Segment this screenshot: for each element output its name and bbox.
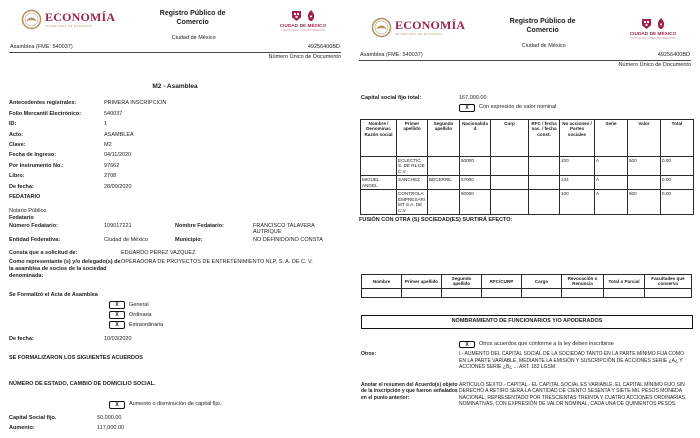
field-row <box>9 150 341 160</box>
table-cell <box>491 176 529 190</box>
table-cell: 67000 <box>460 176 491 190</box>
nombre-fedatario-value: FRANCISCO TALAVERA AUTRIQUE <box>253 222 315 236</box>
acuerdos-heading: SE FORMALIZARON LOS SIGUIENTES ACUERDOS <box>9 355 143 362</box>
document-ref: Asamblea (FME: 540037) <box>360 52 423 59</box>
field-value: 28/09/2020 <box>104 183 132 190</box>
numero-fedatario-label: Número Fedatario: <box>9 222 58 229</box>
column-header: Total <box>661 119 694 156</box>
checkbox-checked: X <box>109 401 125 409</box>
otros-label: Otros: <box>361 351 376 358</box>
column-header: Nombre / Denominac Razón social <box>361 119 397 156</box>
table-cell: A <box>595 190 628 215</box>
anotar-row <box>359 382 691 408</box>
table-cell: 134 <box>560 176 595 190</box>
table-cell: 50000 <box>460 156 491 176</box>
entidad-row <box>9 237 341 244</box>
field-row <box>9 171 341 181</box>
page-2 <box>350 0 700 438</box>
notary-type: Notario Público <box>9 208 47 215</box>
field-row <box>9 119 341 129</box>
fedatario-heading: FEDATARIO <box>9 194 41 201</box>
shareholders-table <box>360 119 691 216</box>
field-label: Por Instrumento No.: <box>9 162 64 169</box>
table-cell <box>529 190 560 215</box>
field-value: 97662 <box>104 162 120 169</box>
capital-total-row <box>359 95 691 102</box>
column-header: No acciones / Partes sociales <box>560 119 595 156</box>
registry-subtitle: Ciudad de México <box>171 34 216 41</box>
cdmx-sub-text: CAPITAL DE LA TRANSFORMACIÓN <box>281 28 325 32</box>
column-header: Cargo <box>522 274 562 288</box>
table-cell <box>628 176 661 190</box>
table-cell <box>491 156 529 176</box>
table-cell <box>529 156 560 176</box>
document-number: 49256400BD <box>307 44 340 51</box>
field-label: Clave: <box>9 142 26 148</box>
field-value: ASAMBLEA <box>104 131 134 138</box>
registry-fields <box>9 98 341 192</box>
data-table <box>360 119 694 216</box>
checkbox-checked: X <box>459 104 475 112</box>
table-cell: 0.00 <box>661 156 694 176</box>
table-cell: 0.00 <box>661 176 694 190</box>
checkbox-checked: X <box>109 301 125 309</box>
table-cell <box>361 156 397 176</box>
officers-table <box>361 274 691 298</box>
table-cell <box>645 288 692 297</box>
document-number-label: Número Único de Documento <box>268 54 341 61</box>
table-cell <box>442 288 482 297</box>
column-header: Primer apellido <box>397 119 428 156</box>
representante-value: OPERADORA DE PROYECTOS DE ENTRETENIMIENTO NLP, S. A. DE C. V. <box>121 259 313 266</box>
table-cell <box>529 176 560 190</box>
economia-wordmark <box>395 19 465 36</box>
table-cell <box>522 288 562 297</box>
column-header: Total o Parcial <box>604 274 645 288</box>
table-cell: 100 <box>560 156 595 176</box>
table-cell <box>361 190 397 215</box>
field-value: 04/11/2020 <box>104 152 132 159</box>
economia-seal-icon <box>371 17 392 38</box>
field-row <box>9 182 341 192</box>
capital-fijo-row <box>9 413 341 423</box>
table-cell: 100 <box>560 190 595 215</box>
table-row <box>361 176 694 190</box>
economia-brand-subtext: SECRETARÍA DE ECONOMÍA <box>395 32 443 36</box>
field-row <box>9 140 341 150</box>
field-value: M2 <box>104 142 112 148</box>
cdmx-name-text: CIUDAD DE MÉXICO <box>279 22 327 28</box>
otros-row <box>359 351 691 371</box>
field-value: PRIMERA INSCRIPCION <box>104 100 167 107</box>
field-label: De fecha: <box>9 183 34 190</box>
cdmx-name-text: CIUDAD DE MÉXICO <box>629 30 677 36</box>
document-number-label: Número Único de Documento <box>618 62 691 69</box>
column-header: Facultades que conserva <box>645 274 692 288</box>
economia-logo <box>21 9 115 30</box>
aumento-row <box>9 423 341 433</box>
aumento-value: 117,000.00 <box>97 425 125 432</box>
column-header: Revocación o Renuncia <box>562 274 604 288</box>
column-header: Nombre <box>362 274 402 288</box>
table-cell: 50000 <box>460 190 491 215</box>
entidad-label: Entidad Federativa: <box>9 237 61 243</box>
field-value: 540037 <box>104 110 123 117</box>
assembly-type-label: General <box>129 301 149 308</box>
solicitud-label: Consta que a solicitud de: <box>9 249 78 256</box>
assembly-type-label: Ordinaria <box>129 311 152 318</box>
municipio-value: NO DEFINIDO/NO CONSTA <box>253 237 323 243</box>
field-label: Libro: <box>9 173 25 180</box>
capital-rows <box>9 413 341 434</box>
aumento-checkbox-label: Aumento o disminución de capital fijo. <box>129 401 222 408</box>
formalizo-heading: Se Formalizó el Acta de Asamblea <box>9 292 98 299</box>
table-cell <box>402 288 442 297</box>
otros-text: I.- AUMENTO DEL CAPITAL SOCIAL DE LA SOCIEDAD TANTO EN LA PARTE MÍNIMO FIJA COMO EN LA PARTE VARIABLE, MEDIANTE LA EMISIÓN Y SUSCRIPCIÓN DE ACCIONES SERIE ¿A¿ Y ACCIONES SERIE ¿B¿ ... ART. 182 LGSM <box>459 351 684 371</box>
economia-brand-text: ECONOMÍA <box>395 18 466 33</box>
checkbox-checked: X <box>109 321 125 329</box>
capital-total-label: Capital social fijo total: <box>361 95 422 102</box>
aumento-checkbox-row <box>109 401 341 409</box>
otros-checkbox-row <box>459 341 691 349</box>
cdmx-sub-text: CAPITAL DE LA TRANSFORMACIÓN <box>631 36 675 40</box>
field-label: Antecedentes registrales: <box>9 100 77 107</box>
table-cell: ECLECTIC S. DE RL DE C.V. <box>397 156 428 176</box>
table-cell <box>428 190 460 215</box>
cdmx-emblem-icon <box>657 18 665 29</box>
economia-brand-subtext: SECRETARÍA DE ECONOMÍA <box>45 24 93 28</box>
column-header: Primer apellido <box>402 274 442 288</box>
field-row <box>9 98 341 108</box>
table-cell <box>362 288 402 297</box>
field-row <box>9 109 341 119</box>
anotar-label: Anotar el resumen del Acuerdo(s) objeto de la inscripción y que fueron señalados en el punto anterior: <box>361 381 458 401</box>
table-cell <box>562 288 604 297</box>
field-label: Fecha de Ingreso: <box>9 152 57 159</box>
document-number: 49256400BD <box>657 52 690 59</box>
field-label: Acto: <box>9 131 24 138</box>
field-row <box>9 161 341 171</box>
fedatario-label: Fedatario <box>9 214 34 221</box>
table-cell <box>428 156 460 176</box>
column-header: Segundo apellido <box>428 119 460 156</box>
representante-label: Como representante (s) y/o delegado(s) de la asamblea de socios de la sociedad denominada: <box>9 259 121 280</box>
table-cell: BECERRIL <box>428 176 460 190</box>
valor-nominal-checkbox-row <box>459 104 691 112</box>
field-label: Folio Mercantil Electrónico: <box>9 110 82 117</box>
nombre-fedatario-label: Nombre Fedatario: <box>175 222 224 229</box>
cdmx-glyphs <box>270 9 336 21</box>
table-cell: MIGUEL ANGEL <box>361 176 397 190</box>
cdmx-logo <box>620 17 686 40</box>
economia-brand-text: ECONOMÍA <box>45 10 116 25</box>
registry-title: Registro Público de Comercio <box>159 10 226 26</box>
table-cell <box>491 190 529 215</box>
entidad-value: Ciudad de México <box>104 237 149 243</box>
de-fecha-value: 10/03/2020 <box>104 335 132 342</box>
data-table <box>361 274 692 298</box>
table-cell: A <box>595 156 628 176</box>
registry-subtitle: Ciudad de México <box>521 42 566 49</box>
cdmx-logo <box>270 9 336 32</box>
table-row <box>361 190 694 215</box>
valor-nominal-label: Con expresión de valor nominal <box>479 104 557 111</box>
document-ref-row <box>359 52 691 61</box>
aumento-label: Aumento: <box>9 425 35 432</box>
anotar-text: ARTÍCULO SEXTO.- CAPITAL.- EL CAPITAL SOCIAL ES VARIABLE. EL CAPITAL MÍNIMO FIJO SIN DERECHO A RETIRO SERÁ LA CANTIDAD DE CIENTO SESENTA Y SIETE MIL PESOS MONEDA NACIONAL, REPRESENTADO POR TRESCIENTAS TREINTA Y CUATRO ACCIONES ORDINARIAS, NOMINATIVAS, CON EXPRESIÓN DE VALOR NOMINAL, CADA UNA DE QUINIENTOS PESOS. <box>459 381 687 408</box>
economia-logo <box>371 17 465 38</box>
assembly-type-ordinaria <box>109 311 341 319</box>
de-fecha-label: De fecha: <box>9 335 34 342</box>
table-cell: 500 <box>628 190 661 215</box>
assembly-type-label: Extraordinaria <box>129 321 164 328</box>
column-header: Serie <box>595 119 628 156</box>
nombramiento-heading: NOMBRAMIENTO DE FUNCIONARIOS Y/O APODERADOS <box>361 315 693 329</box>
table-cell: SANCHEZ <box>397 176 428 190</box>
numero-fedatario-value: 109017221 <box>104 222 132 229</box>
field-label: ID: <box>9 121 17 128</box>
field-row <box>9 130 341 140</box>
solicitud-row <box>9 250 341 257</box>
document-ref: Asamblea (FME: 540037) <box>10 44 73 51</box>
table-cell: A <box>595 176 628 190</box>
fusion-heading: FUSIÓN CON OTRA (S) SOCIEDAD(ES) SURTIRÁ EFECTO: <box>359 217 513 223</box>
economia-wordmark <box>45 11 115 28</box>
table-cell: CONTROLA EMPRESARI MT S.A. DE C.V <box>397 190 428 215</box>
field-value: 1 <box>104 121 108 128</box>
cdmx-emblem-icon <box>307 10 315 21</box>
otros-checkbox-label: Otros acuerdos que conforme a la ley deben inscribirse <box>479 341 614 348</box>
solicitud-value: EDUARDO PEREZ VAZQUEZ <box>121 249 196 256</box>
representante-row <box>9 259 341 280</box>
cdmx-glyphs <box>620 17 686 29</box>
table-row <box>361 156 694 176</box>
economia-seal-icon <box>21 9 42 30</box>
page-header <box>9 6 341 41</box>
estado-heading: NÚMERO DE ESTADO, CAMBIO DE DOMICILIO SOCIAL. <box>9 381 156 388</box>
table-cell <box>604 288 645 297</box>
column-header: Nacionalidad <box>460 119 491 156</box>
column-header: RFC / fecha nac. / fecha const. <box>529 119 560 156</box>
header-title-block <box>483 18 603 49</box>
column-header: Curp <box>491 119 529 156</box>
capital-fijo-label: Capital Social fijo. <box>9 414 57 421</box>
form-title: M2 - Asamblea <box>152 83 198 91</box>
fedatario-number-row <box>9 223 341 236</box>
municipio-label: Municipio: <box>175 237 203 243</box>
page-header <box>359 14 691 49</box>
table-cell: 0.00 <box>661 190 694 215</box>
table-cell: 500 <box>628 156 661 176</box>
field-value: 2708 <box>104 173 117 180</box>
registry-title: Registro Público de Comercio <box>509 18 576 34</box>
capital-total-value: 167,000.00 <box>459 95 487 102</box>
checkbox-checked: X <box>459 341 475 349</box>
assembly-type-general <box>109 301 341 309</box>
table-cell <box>482 288 522 297</box>
table-row <box>362 288 692 297</box>
cdmx-shield-icon <box>292 11 301 21</box>
cdmx-shield-icon <box>642 19 651 29</box>
document-ref-row <box>9 44 341 53</box>
column-header: Segundo apellido <box>442 274 482 288</box>
assembly-type-extraordinaria <box>109 321 341 329</box>
checkbox-checked: X <box>109 311 125 319</box>
assembly-date-row <box>9 334 341 344</box>
column-header: Valor <box>628 119 661 156</box>
capital-fijo-value: 50,000.00 <box>97 414 122 421</box>
header-title-block <box>133 10 253 41</box>
column-header: RFC/CURP <box>482 274 522 288</box>
